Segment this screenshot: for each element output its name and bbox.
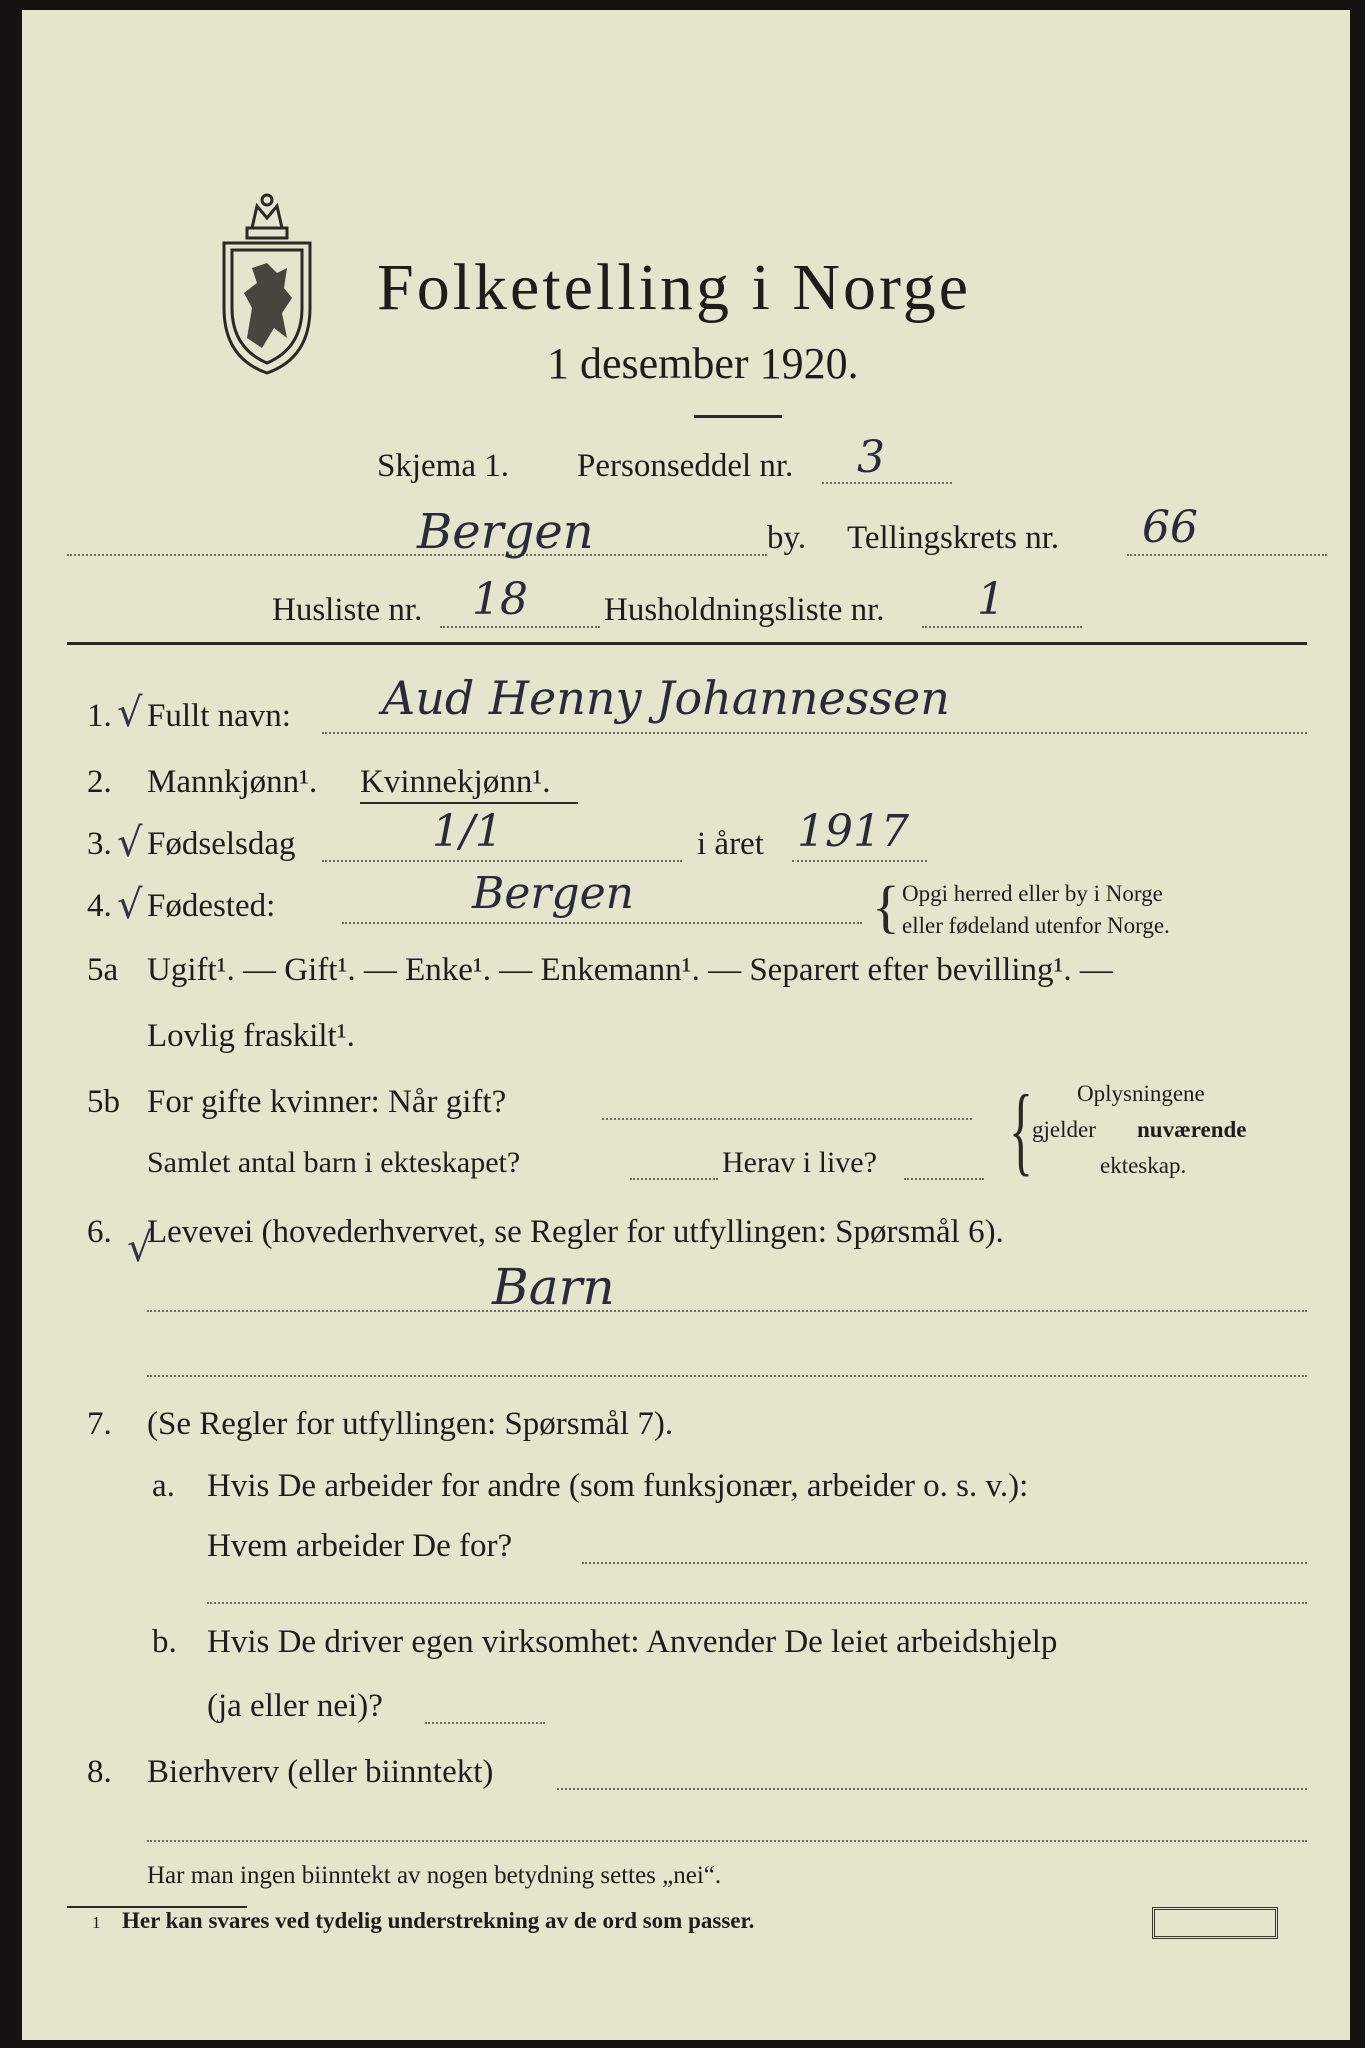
- census-form: [22, 10, 1350, 2040]
- husliste-label: Husliste nr.: [272, 592, 423, 628]
- title-divider: [694, 415, 782, 418]
- q7a-text: Hvis De arbeider for andre (som funksjonær, arbeider o. s. v.):: [207, 1468, 1029, 1504]
- tellingskrets-label: Tellingskrets nr.: [847, 520, 1060, 556]
- form-title: Folketelling i Norge: [377, 251, 972, 324]
- income-note: Har man ingen biinntekt av nogen betydning settes „nei“.: [147, 1862, 722, 1889]
- marital-options-2: Lovlig fraskilt¹.: [147, 1018, 355, 1054]
- q7b-question: (ja eller nei)?: [207, 1688, 383, 1724]
- q4-label: Fødested:: [147, 888, 276, 924]
- birthplace-value: Bergen: [472, 868, 634, 919]
- q6-number: 6.: [87, 1214, 112, 1250]
- check-mark-icon: √: [117, 820, 143, 866]
- birthplace-note-2: eller fødeland utenfor Norge.: [902, 913, 1170, 938]
- birthday-value: 1/1: [432, 806, 503, 857]
- q5a-number: 5a: [87, 952, 119, 988]
- gender-female-option: Kvinnekjønn¹.: [360, 764, 551, 800]
- marriage-note-2a: gjelder: [1032, 1117, 1096, 1142]
- printer-stamp-icon: [1152, 1907, 1278, 1939]
- schema-label: Skjema 1.: [377, 448, 509, 484]
- q8-number: 8.: [87, 1754, 112, 1790]
- check-mark-icon: √: [117, 882, 143, 928]
- q7-number: 7.: [87, 1406, 112, 1442]
- check-mark-icon: √: [117, 690, 143, 736]
- personseddel-value: 3: [857, 432, 885, 483]
- header-divider: [67, 642, 1307, 645]
- q1-number: 1.: [87, 698, 112, 734]
- q3-label: Fødselsdag: [147, 826, 296, 862]
- q7-label: (Se Regler for utfyllingen: Spørsmål 7).: [147, 1406, 674, 1442]
- occupation-value: Barn: [492, 1258, 615, 1316]
- husliste-value: 18: [472, 574, 528, 625]
- footnote-mark: 1: [92, 1913, 101, 1932]
- year-label: i året: [697, 826, 764, 862]
- footnote-text: Her kan svares ved tydelig understrekning av de ord som passer.: [122, 1908, 755, 1933]
- alive-label: Herav i live?: [722, 1146, 877, 1179]
- q7b-letter: b.: [152, 1624, 177, 1660]
- by-label: by.: [767, 520, 807, 556]
- children-label: Samlet antal barn i ekteskapet?: [147, 1146, 521, 1179]
- q2-number: 2.: [87, 764, 112, 800]
- q7a-question: Hvem arbeider De for?: [207, 1528, 513, 1564]
- q4-number: 4.: [87, 888, 112, 924]
- marriage-note-2b: nuværende: [1137, 1117, 1247, 1142]
- q1-label: Fullt navn:: [147, 698, 291, 734]
- husholdning-value: 1: [977, 574, 1005, 625]
- city-value: Bergen: [417, 504, 594, 560]
- q5b-number: 5b: [87, 1084, 120, 1120]
- brace: {: [872, 874, 900, 939]
- gender-male-option: Mannkjønn¹.: [147, 764, 318, 800]
- q3-number: 3.: [87, 826, 112, 862]
- birth-year-value: 1917: [797, 806, 909, 857]
- check-mark-icon: √: [127, 1225, 153, 1271]
- personseddel-label: Personseddel nr.: [577, 448, 794, 484]
- full-name-value: Aud Henny Johannessen: [382, 671, 950, 725]
- female-underline: [360, 802, 578, 804]
- birthplace-note-1: Opgi herred eller by i Norge: [902, 881, 1163, 906]
- husholdning-label: Husholdningsliste nr.: [604, 592, 885, 628]
- q7b-text: Hvis De driver egen virksomhet: Anvender De leiet arbeidshjelp: [207, 1624, 1058, 1660]
- occupation-label: Levevei (hovederhvervet, se Regler for utfyllingen: Spørsmål 6).: [147, 1214, 1004, 1250]
- q7a-letter: a.: [152, 1468, 175, 1504]
- norwegian-lion-crest-icon: [212, 188, 322, 378]
- census-date: 1 desember 1920.: [547, 339, 859, 388]
- marriage-note-1: Oplysningene: [1077, 1081, 1205, 1106]
- tellingskrets-value: 66: [1142, 502, 1198, 553]
- marital-options: Ugift¹. — Gift¹. — Enke¹. — Enkemann¹. — Separert efter bevilling¹. —: [147, 952, 1113, 988]
- side-income-label: Bierhverv (eller biinntekt): [147, 1754, 494, 1790]
- married-women-label: For gifte kvinner: Når gift?: [147, 1084, 507, 1120]
- brace: {: [1009, 1074, 1033, 1185]
- marriage-note-3: ekteskap.: [1100, 1153, 1187, 1178]
